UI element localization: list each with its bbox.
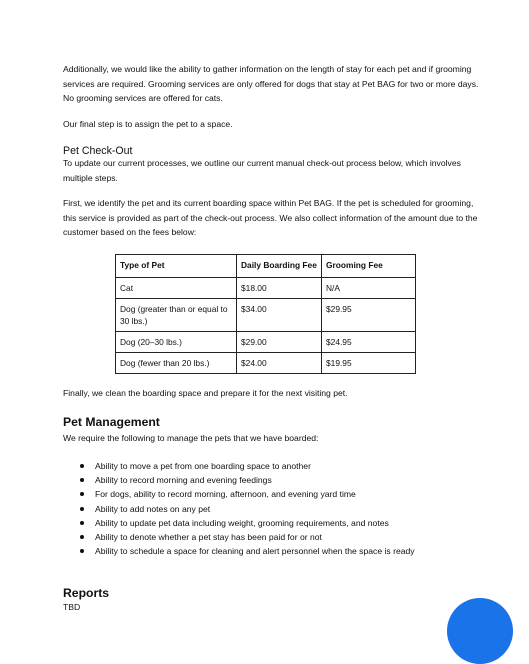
bullet-icon: [80, 492, 84, 496]
bullet-icon: [80, 535, 84, 539]
bullet-icon: [80, 521, 84, 525]
list-item-text: Ability to denote whether a pet stay has been paid for or not: [95, 531, 322, 542]
list-item: [80, 487, 415, 501]
cell-pet-type: Dog (20–30 lbs.): [116, 332, 237, 353]
cell-grooming-fee: $29.95: [322, 299, 416, 332]
header-grooming-fee: Grooming Fee: [322, 255, 416, 278]
cell-grooming-fee: $19.95: [322, 353, 416, 374]
list-item-text: Ability to add notes on any pet: [95, 503, 211, 514]
table-header-row: [116, 255, 416, 278]
bullet-icon: [80, 549, 84, 553]
cell-boarding-fee: $29.00: [237, 332, 322, 353]
list-item-text: Ability to schedule a space for cleaning and alert personnel when the space is ready: [95, 546, 415, 557]
checkout-heading: Pet Check-Out: [63, 145, 133, 157]
header-daily-boarding-fee: Daily Boarding Fee: [237, 255, 322, 278]
list-item-text: Ability to update pet data including weight, grooming requirements, and notes: [95, 517, 389, 528]
list-item: [80, 502, 415, 516]
pet-management-heading: Pet Management: [63, 415, 160, 429]
cell-grooming-fee: N/A: [322, 278, 416, 299]
table-row: [116, 299, 416, 332]
intro-paragraph: Additionally, we would like the ability to gather information on the length of stay for each pet and if grooming services are required. Grooming services are only offered for dogs that stay at Pet BAG for two or more days. No grooming services are offered for cats.: [63, 64, 479, 103]
finally-paragraph: Finally, we clean the boarding space and prepare it for the next visiting pet.: [63, 388, 348, 398]
cell-boarding-fee: $18.00: [237, 278, 322, 299]
cell-pet-type: Cat: [116, 278, 237, 299]
table-row: [116, 278, 416, 299]
checkout-first-paragraph: First, we identify the pet and its current boarding space within Pet BAG. If the pet is scheduled for grooming, this service is provided as part of the check-out process. We also collect information of the amount due to the customer based on the fees below:: [63, 198, 478, 237]
list-item: [80, 459, 415, 473]
list-item-text: Ability to record morning and evening feedings: [95, 475, 272, 486]
list-item: [80, 544, 415, 558]
checkout-intro-paragraph: To update our current processes, we outline our current manual check-out process below, which involves multiple steps.: [63, 158, 461, 183]
bullet-icon: [80, 478, 84, 482]
floating-action-button[interactable]: [447, 598, 513, 664]
final-step-paragraph: Our final step is to assign the pet to a space.: [63, 119, 233, 129]
requirements-list: [80, 459, 415, 558]
list-item: [80, 473, 415, 487]
reports-body: TBD: [63, 602, 81, 612]
list-item-text: Ability to move a pet from one boarding space to another: [95, 461, 311, 471]
list-item: [80, 530, 415, 544]
reports-heading: Reports: [63, 586, 110, 600]
cell-boarding-fee: $24.00: [237, 353, 322, 374]
list-item-text: For dogs, ability to record morning, afternoon, and evening yard time: [95, 489, 356, 500]
bullet-icon: [80, 507, 84, 511]
list-item: [80, 516, 415, 530]
fee-table: [115, 254, 416, 374]
cell-pet-type: Dog (greater than or equal to 30 lbs.): [116, 299, 237, 332]
cell-boarding-fee: $34.00: [237, 299, 322, 332]
cell-grooming-fee: $24.95: [322, 332, 416, 353]
table-row: [116, 332, 416, 353]
pet-management-intro: We require the following to manage the pets that we have boarded:: [63, 433, 319, 443]
bullet-icon: [80, 464, 84, 468]
table-row: [116, 353, 416, 374]
header-type-of-pet: Type of Pet: [116, 255, 237, 278]
cell-pet-type: Dog (fewer than 20 lbs.): [116, 353, 237, 374]
